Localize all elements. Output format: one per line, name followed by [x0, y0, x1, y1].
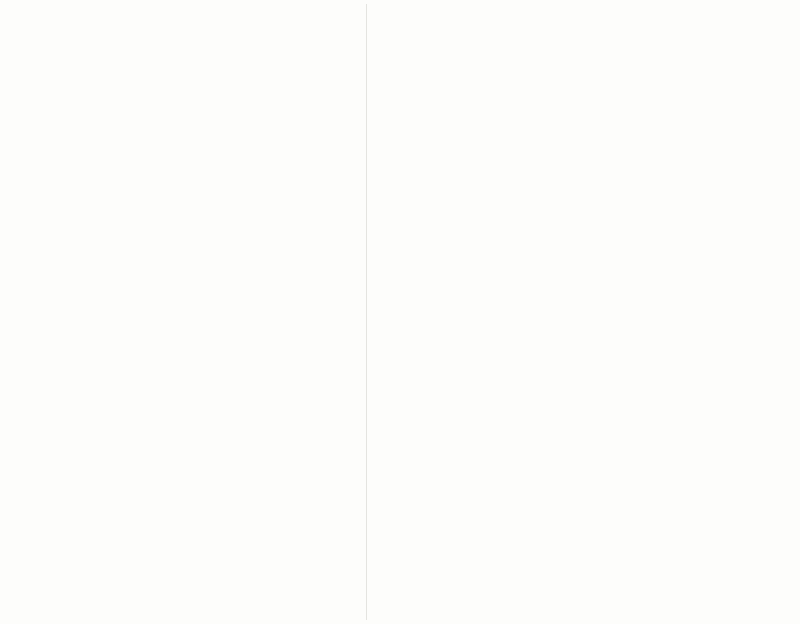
left-column-persian-verses: [0, 0, 372, 624]
right-column-arabic-text: [372, 0, 800, 624]
column-divider: [366, 4, 367, 620]
